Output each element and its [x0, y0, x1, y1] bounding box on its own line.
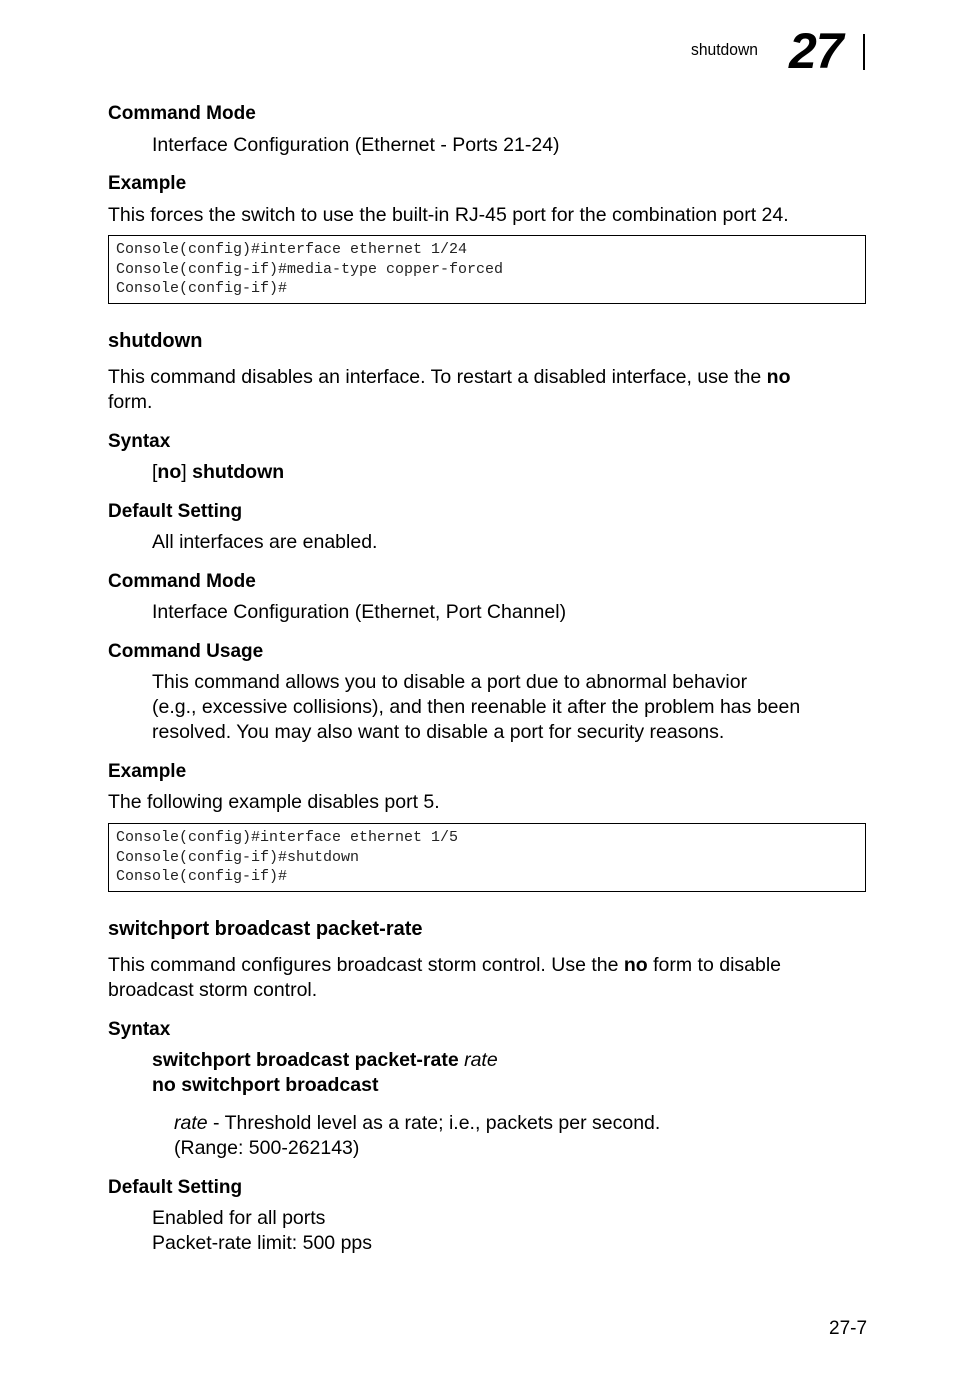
chapter-divider [863, 34, 865, 70]
page-number: 27-7 [829, 1318, 868, 1339]
code-block [108, 823, 866, 892]
default-setting-heading: Default Setting [108, 1177, 243, 1198]
syntax-bracket: [ [152, 461, 158, 483]
default-line: Enabled for all ports [152, 1207, 326, 1229]
syntax-lines [152, 1048, 498, 1098]
description-text: form to disable [647, 954, 782, 976]
example-heading: Example [108, 173, 187, 194]
example-heading: Example [108, 761, 187, 782]
usage-line: (e.g., excessive collisions), and then reenable it after the problem has been [152, 696, 801, 718]
code-line: Console(config)#interface ethernet 1/5 [116, 829, 459, 846]
syntax-heading: Syntax [108, 1019, 171, 1040]
syntax-line [152, 460, 284, 485]
description-text: This command disables an interface. To restart a disabled interface, use the [108, 366, 767, 388]
syntax-no: no [157, 461, 182, 483]
usage-line: This command allows you to disable a port due to abnormal behavior [152, 671, 748, 693]
command-description [108, 365, 868, 415]
command-mode-text: Interface Configuration (Ethernet, Port Channel) [152, 601, 567, 623]
keyword-no: no [766, 366, 791, 388]
command-mode-heading: Command Mode [108, 571, 256, 592]
syntax-command: shutdown [192, 461, 285, 483]
usage-line: resolved. You may also want to disable a port for security reasons. [152, 721, 725, 743]
command-mode-text: Interface Configuration (Ethernet - Ports 21-24) [152, 134, 560, 156]
chapter-number: 27 [789, 23, 843, 79]
default-setting-heading: Default Setting [108, 501, 243, 522]
param-name: rate [174, 1112, 208, 1134]
syntax-command: no switchport broadcast [152, 1074, 379, 1096]
syntax-line [152, 1048, 498, 1073]
description-text: broadcast storm control. [108, 979, 318, 1001]
default-setting-text: All interfaces are enabled. [152, 531, 378, 553]
code-line: Console(config-if)#media-type copper-forced [116, 260, 504, 278]
command-mode-heading: Command Mode [108, 103, 256, 124]
syntax-heading: Syntax [108, 431, 171, 452]
command-usage-heading: Command Usage [108, 641, 264, 662]
parameter-description [174, 1111, 660, 1161]
syntax-param: rate [464, 1049, 498, 1071]
code-line: Console(config-if)# [116, 868, 288, 885]
running-header: shutdown [691, 40, 758, 59]
param-line [174, 1111, 660, 1136]
code-line: Console(config-if)# [116, 280, 288, 297]
command-title: switchport broadcast packet-rate [108, 918, 423, 940]
default-setting-text [152, 1206, 372, 1256]
param-range: (Range: 500-262143) [174, 1137, 360, 1159]
command-usage-text [152, 670, 800, 745]
code-line: Console(config)#interface ethernet 1/24 [116, 241, 468, 258]
syntax-line [152, 1073, 498, 1098]
default-line: Packet-rate limit: 500 pps [152, 1232, 373, 1254]
description-text: This command configures broadcast storm control. Use the [108, 954, 624, 976]
code-block [108, 235, 866, 304]
command-description [108, 953, 868, 1003]
example-text: The following example disables port 5. [108, 791, 440, 813]
param-desc: - Threshold level as a rate; i.e., packets per second. [207, 1112, 661, 1134]
example-text: This forces the switch to use the built-in RJ-45 port for the combination port 24. [108, 204, 789, 226]
syntax-command: switchport broadcast packet-rate [152, 1049, 465, 1071]
command-title: shutdown [108, 330, 203, 352]
code-line: Console(config-if)#shutdown [116, 848, 360, 866]
description-text: form. [108, 391, 153, 413]
keyword-no: no [623, 954, 648, 976]
syntax-bracket: ] [181, 461, 193, 483]
